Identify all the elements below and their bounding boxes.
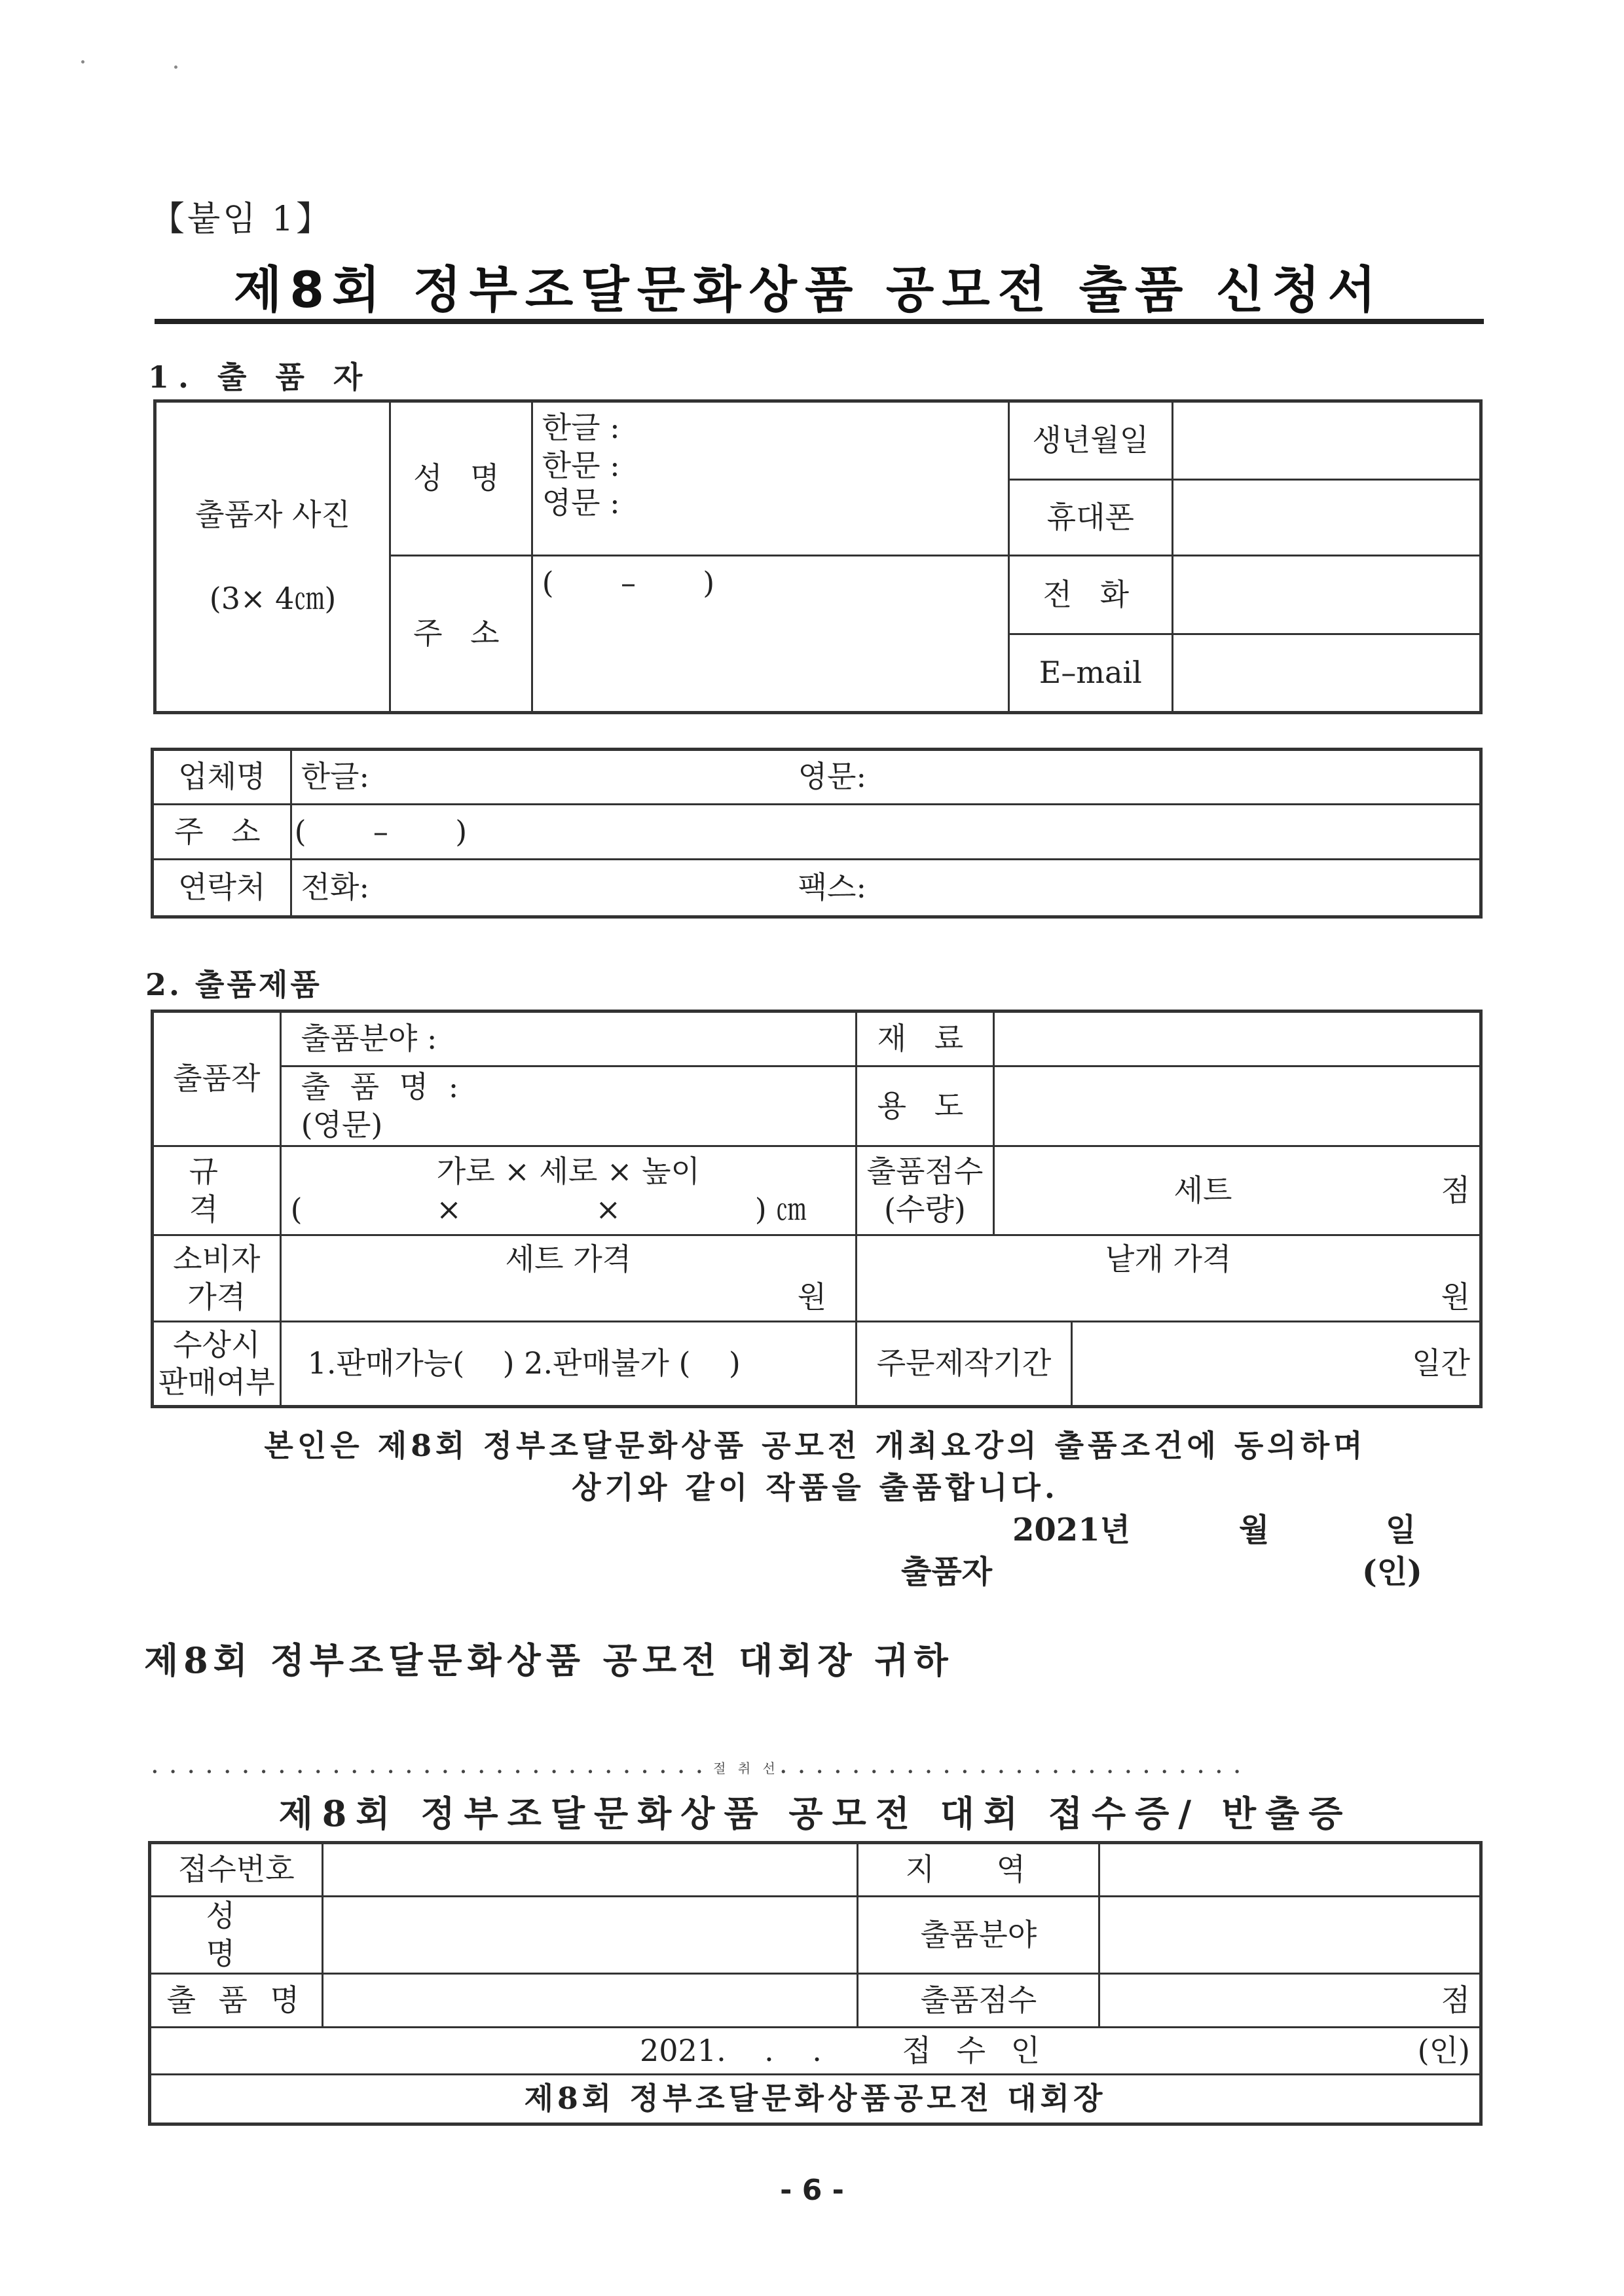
receipt-count-field[interactable] <box>1099 1974 1481 2028</box>
single-price-cell[interactable] <box>857 1235 1481 1322</box>
applicant-seal: (인) <box>1362 1554 1422 1590</box>
address-label: 주 소 <box>390 556 532 713</box>
set-price-label: 세트 가격 <box>505 1241 632 1277</box>
photo-label: 출품자 사진 <box>195 497 350 532</box>
usage-label: 용 도 <box>857 1066 993 1146</box>
size-cell[interactable] <box>280 1146 857 1235</box>
receipt-field-label: 출품분야 <box>858 1897 1099 1974</box>
sale-label <box>153 1322 281 1407</box>
receipt-seal: (인) <box>1417 2032 1470 2068</box>
cut-line-dots-left: ............................... <box>151 1749 714 1779</box>
production-period-field[interactable] <box>1071 1322 1481 1407</box>
cut-line-label: 절 취 선 <box>713 1760 779 1776</box>
receipt-name-label: 성 명 <box>150 1897 323 1974</box>
cut-line-dots-right: .......................... <box>779 1749 1251 1779</box>
title-underline <box>155 319 1484 324</box>
receipt-field-field[interactable] <box>1099 1897 1481 1974</box>
section-heading-product: 2. 출품제품 <box>145 967 322 1002</box>
photo-size: (3× 4㎝) <box>209 580 337 616</box>
company-phone-label: 전화: <box>301 869 369 905</box>
receipt-date: 2021. . . <box>640 2032 822 2068</box>
count-field[interactable] <box>993 1146 1481 1235</box>
date-month: 월 <box>1239 1512 1270 1548</box>
company-english-label: 영문: <box>798 759 866 795</box>
days-unit: 일간 <box>1412 1345 1470 1381</box>
receipt-date-row[interactable] <box>150 2028 1481 2075</box>
product-name-cell[interactable] <box>280 1066 857 1146</box>
company-name-field[interactable] <box>291 750 1481 805</box>
page-number: - 6 - <box>780 2174 844 2207</box>
count-label <box>857 1146 993 1235</box>
count-label-line2: (수량) <box>884 1191 966 1227</box>
mobile-field[interactable] <box>1172 480 1481 556</box>
receipt-product-field[interactable] <box>322 1974 858 2028</box>
company-contact-field[interactable] <box>291 860 1481 917</box>
address-field[interactable] <box>532 556 1008 713</box>
company-postal-code: ( – ) <box>294 813 468 849</box>
receipt-table <box>148 1841 1483 2126</box>
company-contact-label: 연락처 <box>153 860 291 917</box>
photo-cell[interactable] <box>155 401 390 713</box>
sale-options: 1.판매가능( ) 2.판매불가 ( ) <box>307 1345 741 1381</box>
set-price-won: 원 <box>797 1279 827 1315</box>
set-label: 세트 <box>1173 1172 1232 1208</box>
page-title: 제8회 정부조달문화상품 공모전 출품 신청서 <box>233 261 1384 319</box>
email-field[interactable] <box>1172 634 1481 713</box>
applicant-table <box>153 399 1483 714</box>
size-label: 규 격 <box>153 1146 281 1235</box>
birth-label: 생년월일 <box>1009 401 1173 480</box>
name-english-label: 영문 : <box>542 485 620 520</box>
attachment-label: 【붙임 1】 <box>151 200 333 239</box>
field-cell[interactable] <box>280 1011 857 1066</box>
name-korean-label: 한글 : <box>542 410 620 445</box>
production-period-label: 주문제작기간 <box>857 1322 1072 1407</box>
field-label: 출품분야 : <box>301 1021 437 1057</box>
region-field[interactable] <box>1099 1843 1481 1897</box>
consumer-price-line1: 소비자 <box>173 1241 261 1277</box>
consumer-price-label <box>153 1235 281 1322</box>
sale-options-cell[interactable] <box>280 1322 857 1407</box>
receipt-count-label: 출품점수 <box>858 1974 1099 2028</box>
name-fields[interactable] <box>532 401 1008 556</box>
product-table <box>151 1010 1483 1408</box>
email-label: E–mail <box>1009 634 1173 713</box>
name-label: 성 명 <box>390 401 532 556</box>
product-name-label: 출 품 명 : <box>301 1069 464 1104</box>
section-heading-applicant: 1. 출 품 자 <box>148 359 372 395</box>
size-formula: 가로 × 세로 × 높이 <box>436 1154 700 1189</box>
receipt-no-label: 접수번호 <box>150 1843 323 1897</box>
company-korean-label: 한글: <box>301 759 369 795</box>
company-table <box>151 748 1483 919</box>
point-unit: 점 <box>1441 1172 1470 1208</box>
phone-label: 전 화 <box>1009 556 1173 634</box>
receipt-point-unit: 점 <box>1441 1982 1470 2018</box>
receipt-product-label: 출 품 명 <box>150 1974 323 2028</box>
receipt-issuer: 제8회 정부조달문화상품공모전 대회장 <box>150 2075 1481 2124</box>
sale-label-line1: 수상시 <box>173 1326 261 1362</box>
single-price-won: 원 <box>1441 1279 1470 1315</box>
date-year: 2021년 <box>1012 1512 1130 1548</box>
entry-label: 출품작 <box>153 1011 281 1146</box>
consumer-price-line2: 가격 <box>187 1279 246 1315</box>
company-address-field[interactable] <box>291 805 1481 860</box>
count-label-line1: 출품점수 <box>866 1154 984 1189</box>
receipt-name-field[interactable] <box>322 1897 858 1974</box>
birth-field[interactable] <box>1172 401 1481 480</box>
company-fax-label: 팩스: <box>798 869 866 905</box>
name-hanja-label: 한문 : <box>542 447 620 483</box>
cut-line <box>151 1749 1467 1779</box>
product-name-en-label: (영문) <box>301 1106 383 1142</box>
scan-speck <box>81 60 84 64</box>
phone-field[interactable] <box>1172 556 1481 634</box>
usage-field[interactable] <box>993 1066 1481 1146</box>
agreement-line2: 상기와 같이 작품을 출품합니다. <box>572 1470 1059 1505</box>
sale-label-line2: 판매여부 <box>158 1364 275 1400</box>
receipt-title: 제8회 정부조달문화상품 공모전 대회 접수증/ 반출증 <box>278 1793 1352 1834</box>
material-label: 재 료 <box>857 1011 993 1066</box>
mobile-label: 휴대폰 <box>1009 480 1173 556</box>
agreement-line1: 본인은 제8회 정부조달문화상품 공모전 개최요강의 출품조건에 동의하며 <box>264 1428 1367 1463</box>
single-price-label: 낱개 가격 <box>1105 1241 1232 1277</box>
region-label: 지 역 <box>858 1843 1099 1897</box>
set-price-cell[interactable] <box>280 1235 857 1322</box>
company-name-label: 업체명 <box>153 750 291 805</box>
receiver-label: 접 수 인 <box>902 2032 1048 2068</box>
size-values: ( × × ) ㎝ <box>290 1191 807 1227</box>
scan-speck <box>174 65 177 69</box>
recipient-line: 제8회 정부조달문화상품 공모전 대회장 귀하 <box>144 1639 953 1681</box>
date-day: 일 <box>1386 1512 1416 1548</box>
applicant-label: 출품자 <box>901 1554 993 1590</box>
material-field[interactable] <box>993 1011 1481 1066</box>
postal-code: ( – ) <box>542 565 715 600</box>
company-address-label: 주 소 <box>153 805 291 860</box>
receipt-no-field[interactable] <box>322 1843 858 1897</box>
